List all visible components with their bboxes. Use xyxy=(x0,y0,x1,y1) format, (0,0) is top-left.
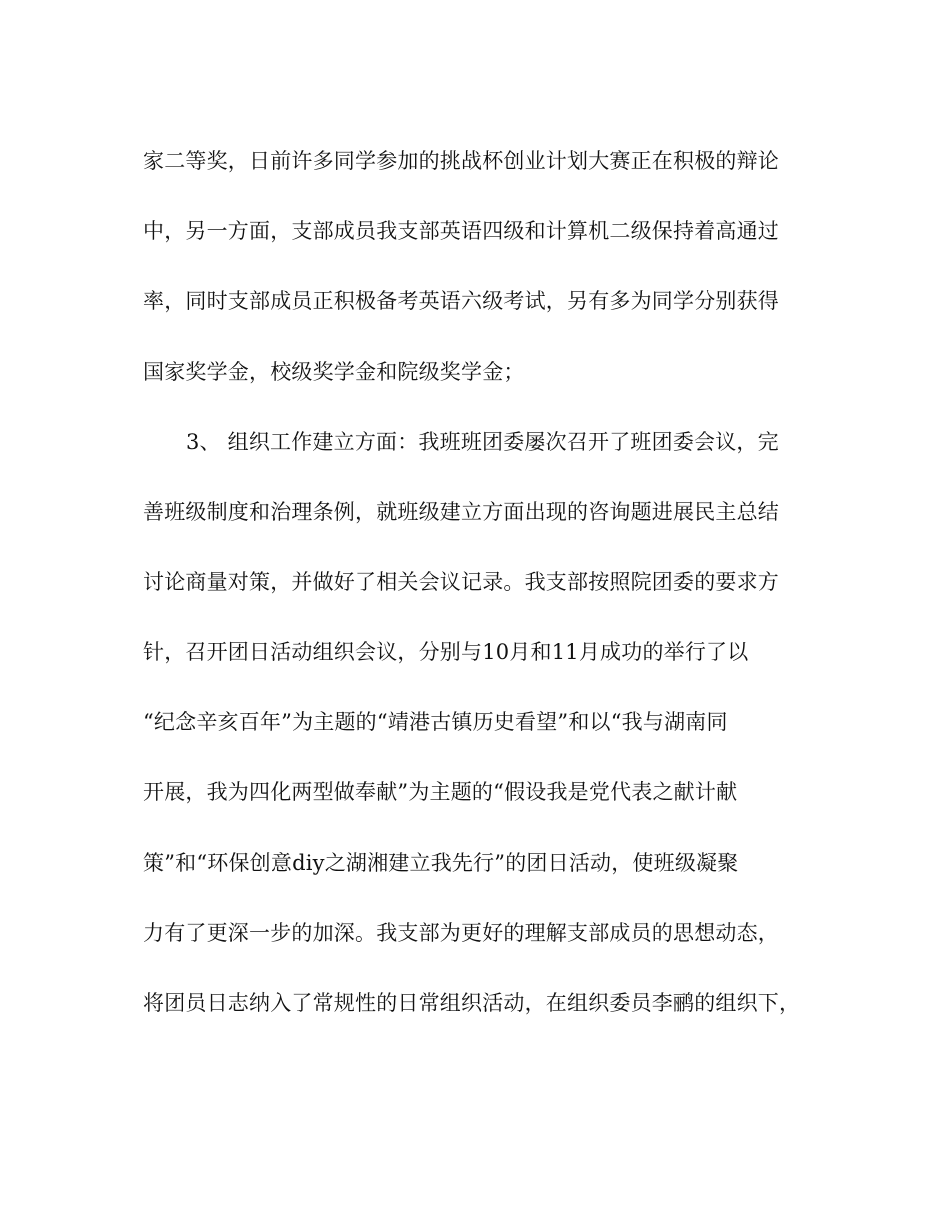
text-line: 国家奖学金，校级奖学金和院级奖学金； xyxy=(143,360,525,384)
text-line: 讨论商量对策，并做好了相关会议记录。我支部按照院团委的要求方 xyxy=(143,570,779,594)
text-line: “纪念辛亥百年”为主题的“靖港古镇历史看望”和以“我与湖南同 xyxy=(143,710,728,734)
text-line: 策”和“环保创意diy之湖湘建立我先行”的团日活动，使班级凝聚 xyxy=(143,851,739,875)
text-line: 率，同时支部成员正积极备考英语六级考试，另有多为同学分别获得 xyxy=(143,289,779,313)
text-line: 家二等奖，日前许多同学参加的挑战杯创业计划大赛正在积极的辩论 xyxy=(143,149,779,173)
text-line: 中，另一方面，支部成员我支部英语四级和计算机二级保持着高通过 xyxy=(143,219,779,243)
text-line: 将团员日志纳入了常规性的日常组织活动，在组织委员李鹂的组织下， xyxy=(143,991,801,1015)
text-line: 3、 组织工作建立方面：我班班团委屡次召开了班团委会议，完 xyxy=(186,430,779,454)
text-line: 善班级制度和治理条例，就班级建立方面出现的咨询题进展民主总结 xyxy=(143,500,779,524)
text-line: 开展，我为四化两型做奉献”为主题的“假设我是党代表之献计献 xyxy=(143,780,738,804)
text-line: 针，召开团日活动组织会议，分别与10月和11月成功的举行了以 xyxy=(143,640,749,664)
text-line: 力有了更深一步的加深。我支部为更好的理解支部成员的思想动态， xyxy=(143,921,779,945)
